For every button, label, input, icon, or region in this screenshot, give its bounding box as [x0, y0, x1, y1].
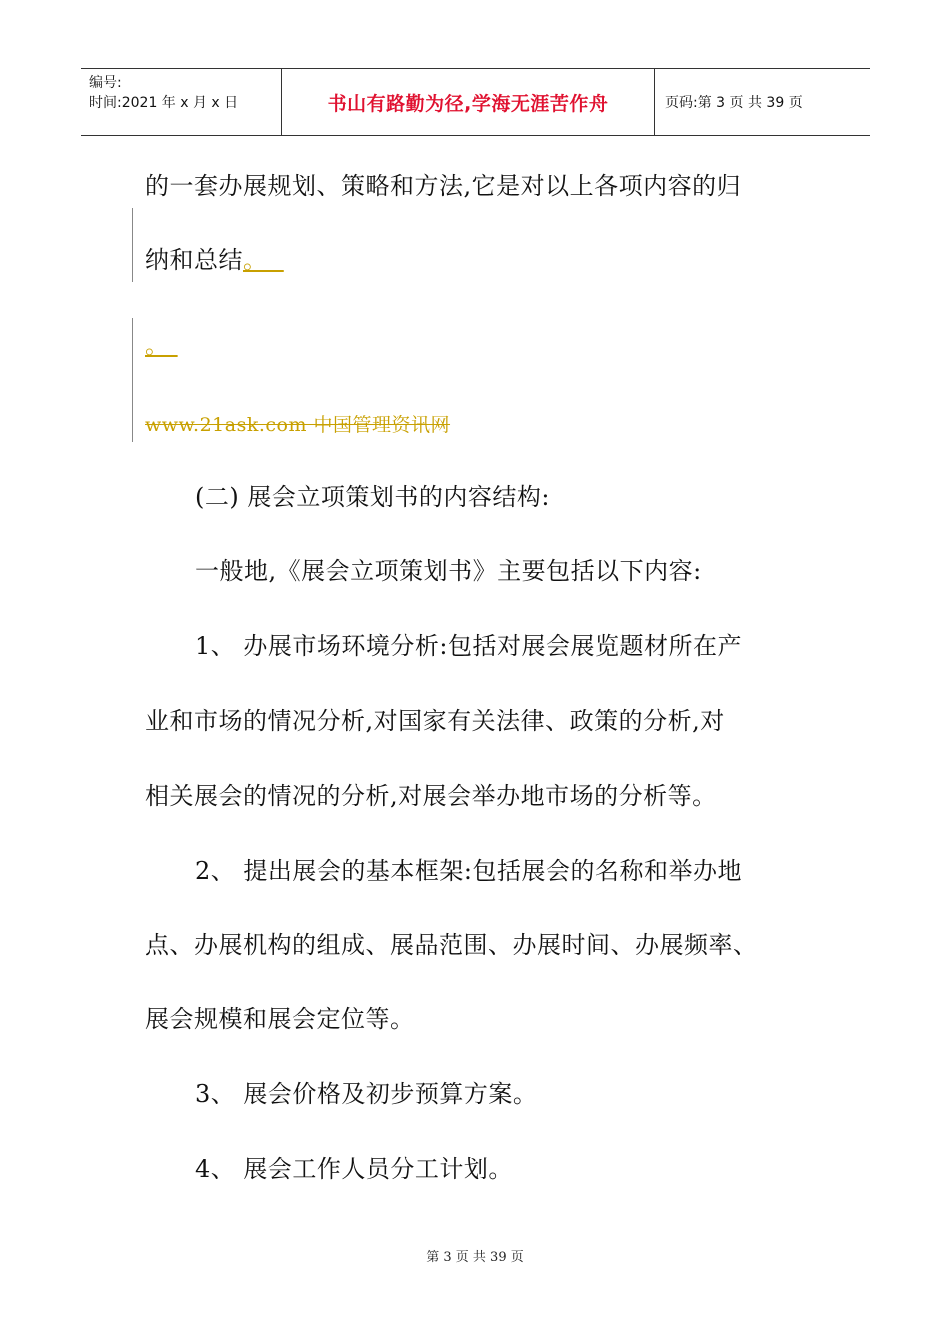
revision-change-bar — [132, 208, 133, 282]
page-header — [81, 68, 870, 136]
revision-insert: 。 — [145, 331, 170, 359]
website-strikethrough: www.21ask.com 中国管理资讯网 — [145, 414, 451, 436]
header-divider — [654, 69, 655, 135]
paragraph-text: 纳和总结 — [145, 246, 243, 274]
list-item-3: 3、 展会价格及初步预算方案。 — [195, 1080, 538, 1108]
paragraph-line: 的一套办展规划、策略和方法,它是对以上各项内容的归 — [145, 172, 742, 200]
list-item-2-cont: 展会规模和展会定位等。 — [145, 1005, 415, 1033]
intro-line: 一般地,《展会立项策划书》主要包括以下内容: — [195, 557, 702, 585]
header-motto: 书山有路勤为径,学海无涯苦作舟 — [327, 92, 609, 115]
revision-insert: 。 — [243, 246, 268, 274]
page-footer: 第 3 页 共 39 页 — [426, 1250, 524, 1265]
date-label: 时间:2021 年 x 月 x 日 — [89, 95, 239, 111]
revision-line — [145, 330, 178, 360]
list-item-1: 1、 办展市场环境分析:包括对展会展览题材所在产 — [195, 632, 742, 660]
list-item-1-cont: 业和市场的情况分析,对国家有关法律、政策的分析,对 — [145, 707, 725, 735]
list-item-2: 2、 提出展会的基本框架:包括展会的名称和举办地 — [195, 857, 742, 885]
section-heading: (二) 展会立项策划书的内容结构: — [195, 483, 550, 511]
serial-number-label: 编号: — [89, 75, 122, 91]
deleted-website-line — [145, 408, 450, 440]
header-meta — [89, 73, 238, 113]
list-item-1-cont: 相关展会的情况的分析,对展会举办地市场的分析等。 — [145, 782, 717, 810]
revision-change-bar — [132, 318, 133, 442]
list-item-4: 4、 展会工作人员分工计划。 — [195, 1155, 513, 1183]
list-item-2-cont: 点、办展机构的组成、展品范围、办展时间、办展频率、 — [145, 931, 758, 959]
paragraph-line — [145, 245, 284, 275]
header-page-info: 页码:第 3 页 共 39 页 — [665, 95, 803, 111]
